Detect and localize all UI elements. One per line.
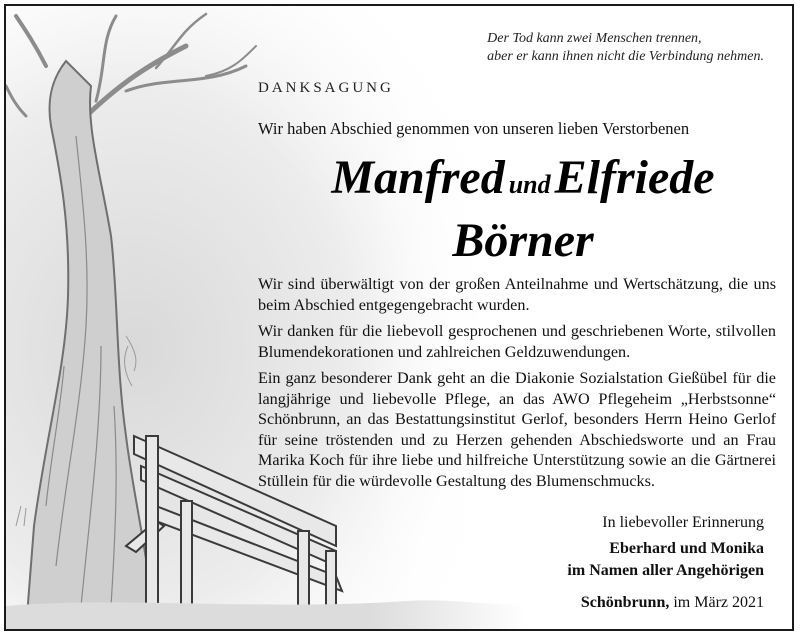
motto-line: Der Tod kann zwei Menschen trennen, [487, 31, 702, 46]
place: Schönbrunn, [580, 594, 670, 611]
second-name: Elfriede [554, 151, 715, 204]
paragraph: Wir sind überwältigt von der großen Anteilnahme und Wertschätzung, die uns beim Abschied entgegengebracht wurden. [258, 275, 776, 314]
motto-quote [487, 30, 764, 66]
thanks-body [258, 274, 776, 497]
heading-danksagung: DANKSAGUNG [258, 80, 394, 96]
place-date [581, 594, 764, 612]
surname: Börner [452, 214, 594, 267]
name-connector: und [508, 170, 551, 199]
closing-phrase: In liebevoller Erinnerung [602, 514, 764, 531]
deceased-names [258, 152, 788, 278]
first-name: Manfred [331, 151, 505, 204]
signer-relatives: im Namen aller Angehörigen [567, 562, 764, 579]
signer-names: Eberhard und Monika [609, 540, 764, 557]
paragraph: Wir danken für die liebevoll gesprochenen und geschriebenen Worte, stilvollen Blumendekorationen und zahlreichen Geldzuwendungen. [258, 322, 776, 361]
paragraph: Ein ganz besonderer Dank geht an die Diakonie Sozialstation Gießübel für die langjährige und liebevolle Pflege, an das AWO Pflegeheim „Herbstsonne“ Schönbrunn, an das Bestattungsinstitut Gerlof, besonders Herrn Heino Gerlof für seine tröstenden und zu Herzen gehenden Abschiedsworte und an Frau Marika Koch für ihre liebe und hilfreiche Unterstützung sowie an die Gärtnerei Stüllein für die würdevolle Gestaltung des Blumenschmucks. [258, 369, 776, 490]
date: im März 2021 [673, 594, 764, 611]
obituary-frame [4, 4, 794, 631]
intro-text: Wir haben Abschied genommen von unseren lieben Verstorbenen [258, 119, 690, 138]
motto-line: aber er kann ihnen nicht die Verbindung nehmen. [487, 49, 764, 64]
